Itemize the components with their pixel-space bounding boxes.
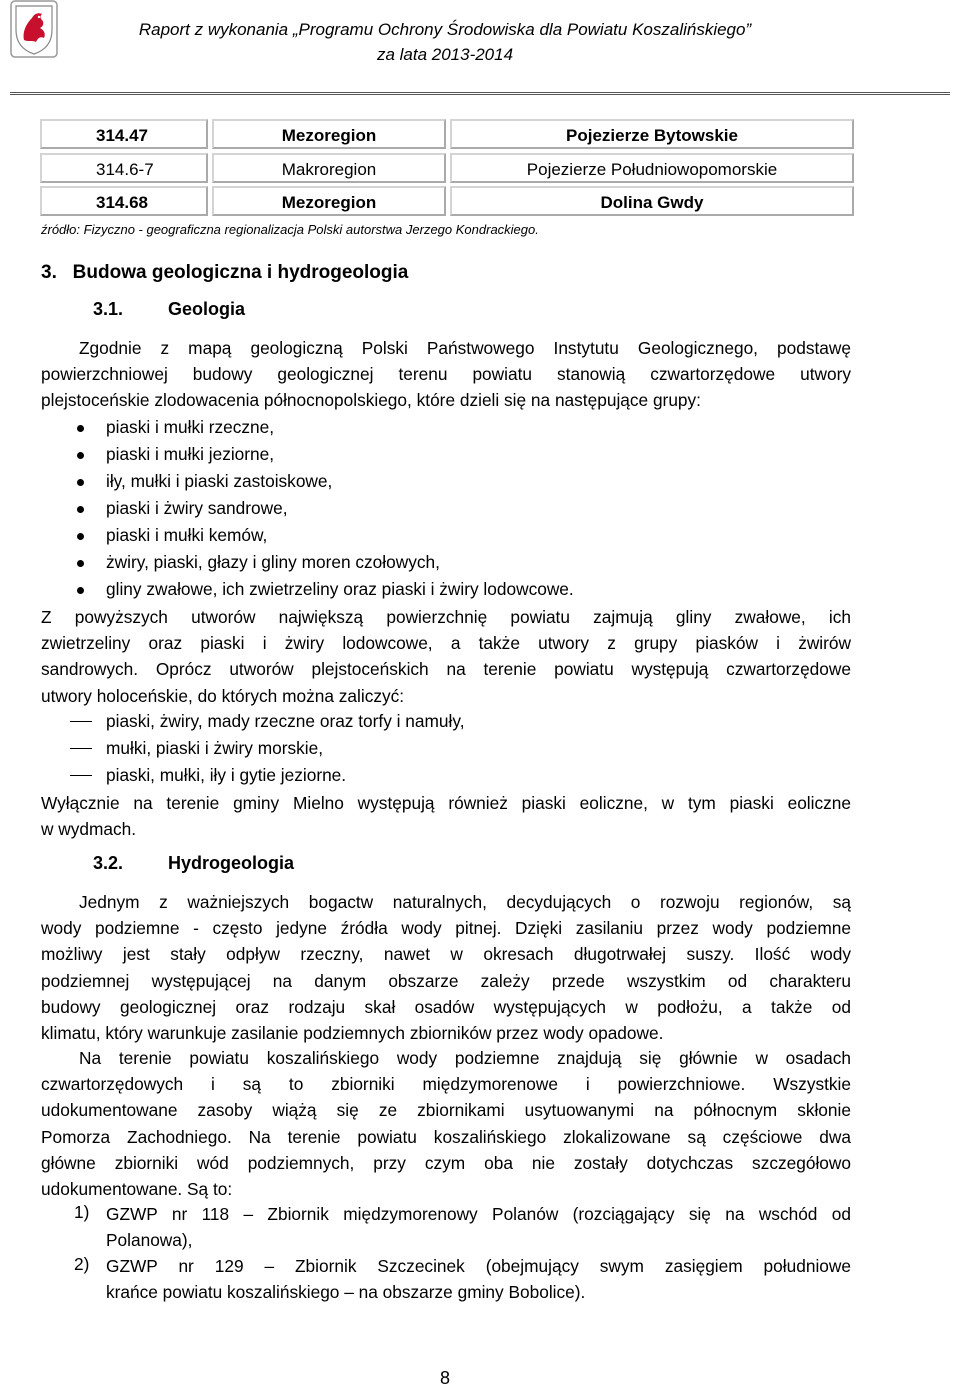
bullet-icon xyxy=(77,425,84,432)
list-item: mułki, piaski i żwiry morskie, xyxy=(106,738,324,758)
list-item: piaski i żwiry sandrowe, xyxy=(106,498,288,518)
region-name: Dolina Gwdy xyxy=(450,186,854,216)
text-line: Na terenie powiatu koszalińskiego wody podziemne znajdują się głównie w osadach xyxy=(79,1048,851,1068)
paragraph xyxy=(41,790,851,842)
text-line: GZWP nr 118 – Zbiornik międzymorenowy Polanów (rozciągający się na wschód od xyxy=(106,1204,851,1224)
paragraph xyxy=(41,1045,851,1202)
page-number: 8 xyxy=(440,1368,451,1388)
bullet-icon xyxy=(77,479,84,486)
list-number: 2) xyxy=(74,1254,90,1274)
text-line: Wyłącznie na terenie gminy Mielno występują również piaski eoliczne, w tym piaski eoliczne xyxy=(41,793,851,813)
region-code: 314.68 xyxy=(40,186,208,216)
text-line: w wydmach. xyxy=(41,819,137,840)
table-row xyxy=(40,153,854,183)
text-line: Jednym z ważniejszych bogactw naturalnych, decydujących o rozwoju regionów, są xyxy=(79,892,851,912)
text-line: budowy geologicznej oraz rodzaju skał osadów występujących w podłożu, a także od xyxy=(41,996,851,1017)
text-line: Polanowa), xyxy=(106,1230,193,1251)
list-item: piaski i mułki kemów, xyxy=(106,525,268,545)
dash-bullet-icon xyxy=(70,748,92,749)
paragraph xyxy=(41,604,851,709)
text-line: zwietrzeliny oraz piaski i żwiry lodowcowe, a także utwory z grupy piasków i żwirów xyxy=(41,633,851,654)
table-row xyxy=(40,186,854,216)
text-line: GZWP nr 129 – Zbiornik Szczecinek (obejmujący swym zasięgiem południowe xyxy=(106,1256,851,1276)
text-line: sandrowych. Oprócz utworów plejstoceńskich na terenie powiatu występują czwartorzędowe xyxy=(41,659,851,680)
text-line: plejstoceńskie zlodowacenia północnopolskiego, które dzieli się na następujące grupy: xyxy=(41,390,701,411)
list-item: piaski i mułki rzeczne, xyxy=(106,417,275,437)
text-line: klimatu, który warunkuje zasilanie podziemnych zbiorników przez wody opadowe. xyxy=(41,1023,664,1044)
list-item: gliny zwałowe, ich zwietrzeliny oraz piaski i żwiry lodowcowe. xyxy=(106,579,574,599)
bullet-icon xyxy=(77,587,84,594)
list-item: piaski i mułki jeziorne, xyxy=(106,444,275,464)
subsection-number: 3.1. xyxy=(93,299,124,319)
region-level: Makroregion xyxy=(212,153,446,183)
subsection-title: Hydrogeologia xyxy=(168,853,295,873)
bullet-icon xyxy=(77,560,84,567)
bullet-icon xyxy=(77,452,84,459)
text-line: Zgodnie z mapą geologiczną Polski Państwowego Instytutu Geologicznego, podstawę xyxy=(79,338,851,358)
list-item: iły, mułki i piaski zastoiskowe, xyxy=(106,471,333,491)
region-code: 314.6-7 xyxy=(40,153,208,183)
griffin-coat-of-arms-icon xyxy=(10,0,58,58)
region-name: Pojezierze Południowopomorskie xyxy=(450,153,854,183)
subsection-number: 3.2. xyxy=(93,853,124,873)
text-line: Pomorza Zachodniego. Na terenie powiatu koszalińskiego zlokalizowane są częściowe dwa xyxy=(41,1126,851,1147)
text-line: udokumentowane. Są to: xyxy=(41,1179,233,1200)
paragraph xyxy=(41,335,851,414)
region-level: Mezoregion xyxy=(212,119,446,149)
list-item: żwiry, piaski, głazy i gliny moren czołowych, xyxy=(106,552,440,572)
text-line: krańce powiatu koszalińskiego – na obszarze gminy Bobolice). xyxy=(106,1282,586,1303)
bullet-icon xyxy=(77,506,84,513)
paragraph xyxy=(41,889,851,1046)
dash-bullet-icon xyxy=(70,775,92,776)
text-line: powierzchniowej budowy geologicznej terenu powiatu stanowią czwartorzędowe utwory xyxy=(41,364,851,385)
list-item: piaski, mułki, iły i gytie jeziorne. xyxy=(106,765,347,785)
report-header-years: za lata 2013-2014 xyxy=(376,45,514,64)
list-item xyxy=(106,1253,851,1305)
text-line: utwory holoceńskie, do których można zaliczyć: xyxy=(41,685,405,706)
region-level: Mezoregion xyxy=(212,186,446,216)
text-line: czwartorzędowych i są to zbiorniki międzymorenowe i powierzchniowe. Wszystkie xyxy=(41,1074,851,1095)
text-line: udokumentowane zasoby wiążą się ze zbiornikami usytuowanymi na północnym skłonie xyxy=(41,1100,851,1121)
subsection-title: Geologia xyxy=(168,299,246,319)
header-divider xyxy=(10,92,950,95)
list-item xyxy=(106,1201,851,1253)
bullet-icon xyxy=(77,533,84,540)
region-name: Pojezierze Bytowskie xyxy=(450,119,854,149)
text-line: możliwy jest stały odpływ rzeczny, nawet w okresach długotrwałej suszy. Ilość wody xyxy=(41,944,851,965)
section-heading: 3. Budowa geologiczna i hydrogeologia xyxy=(41,262,409,283)
list-number: 1) xyxy=(74,1202,90,1222)
report-header-title: Raport z wykonania „Programu Ochrony Środowiska dla Powiatu Koszalińskiego” xyxy=(138,20,752,39)
text-line: wody podziemne - często jedyne źródła wody pitnej. Dzięki zasilaniu przez wody podziemne xyxy=(41,918,851,939)
text-line: Z powyższych utworów największą powierzchnię powiatu zajmują gliny zwałowe, ich xyxy=(41,607,851,627)
text-line: podziemnej występującej na danym obszarze zależy przede wszystkim od charakteru xyxy=(41,970,851,991)
region-code: 314.47 xyxy=(40,119,208,149)
table-source-note: źródło: Fizyczno - geograficzna regionalizacja Polski autorstwa Jerzego Kondrackiego. xyxy=(41,222,539,237)
list-item: piaski, żwiry, mady rzeczne oraz torfy i namuły, xyxy=(106,711,465,731)
table-row xyxy=(40,119,854,149)
text-line: główne zbiorniki wód podziemnych, przy czym oba nie zostały dotychczas szczegółowo xyxy=(41,1152,851,1173)
dash-bullet-icon xyxy=(70,721,92,722)
